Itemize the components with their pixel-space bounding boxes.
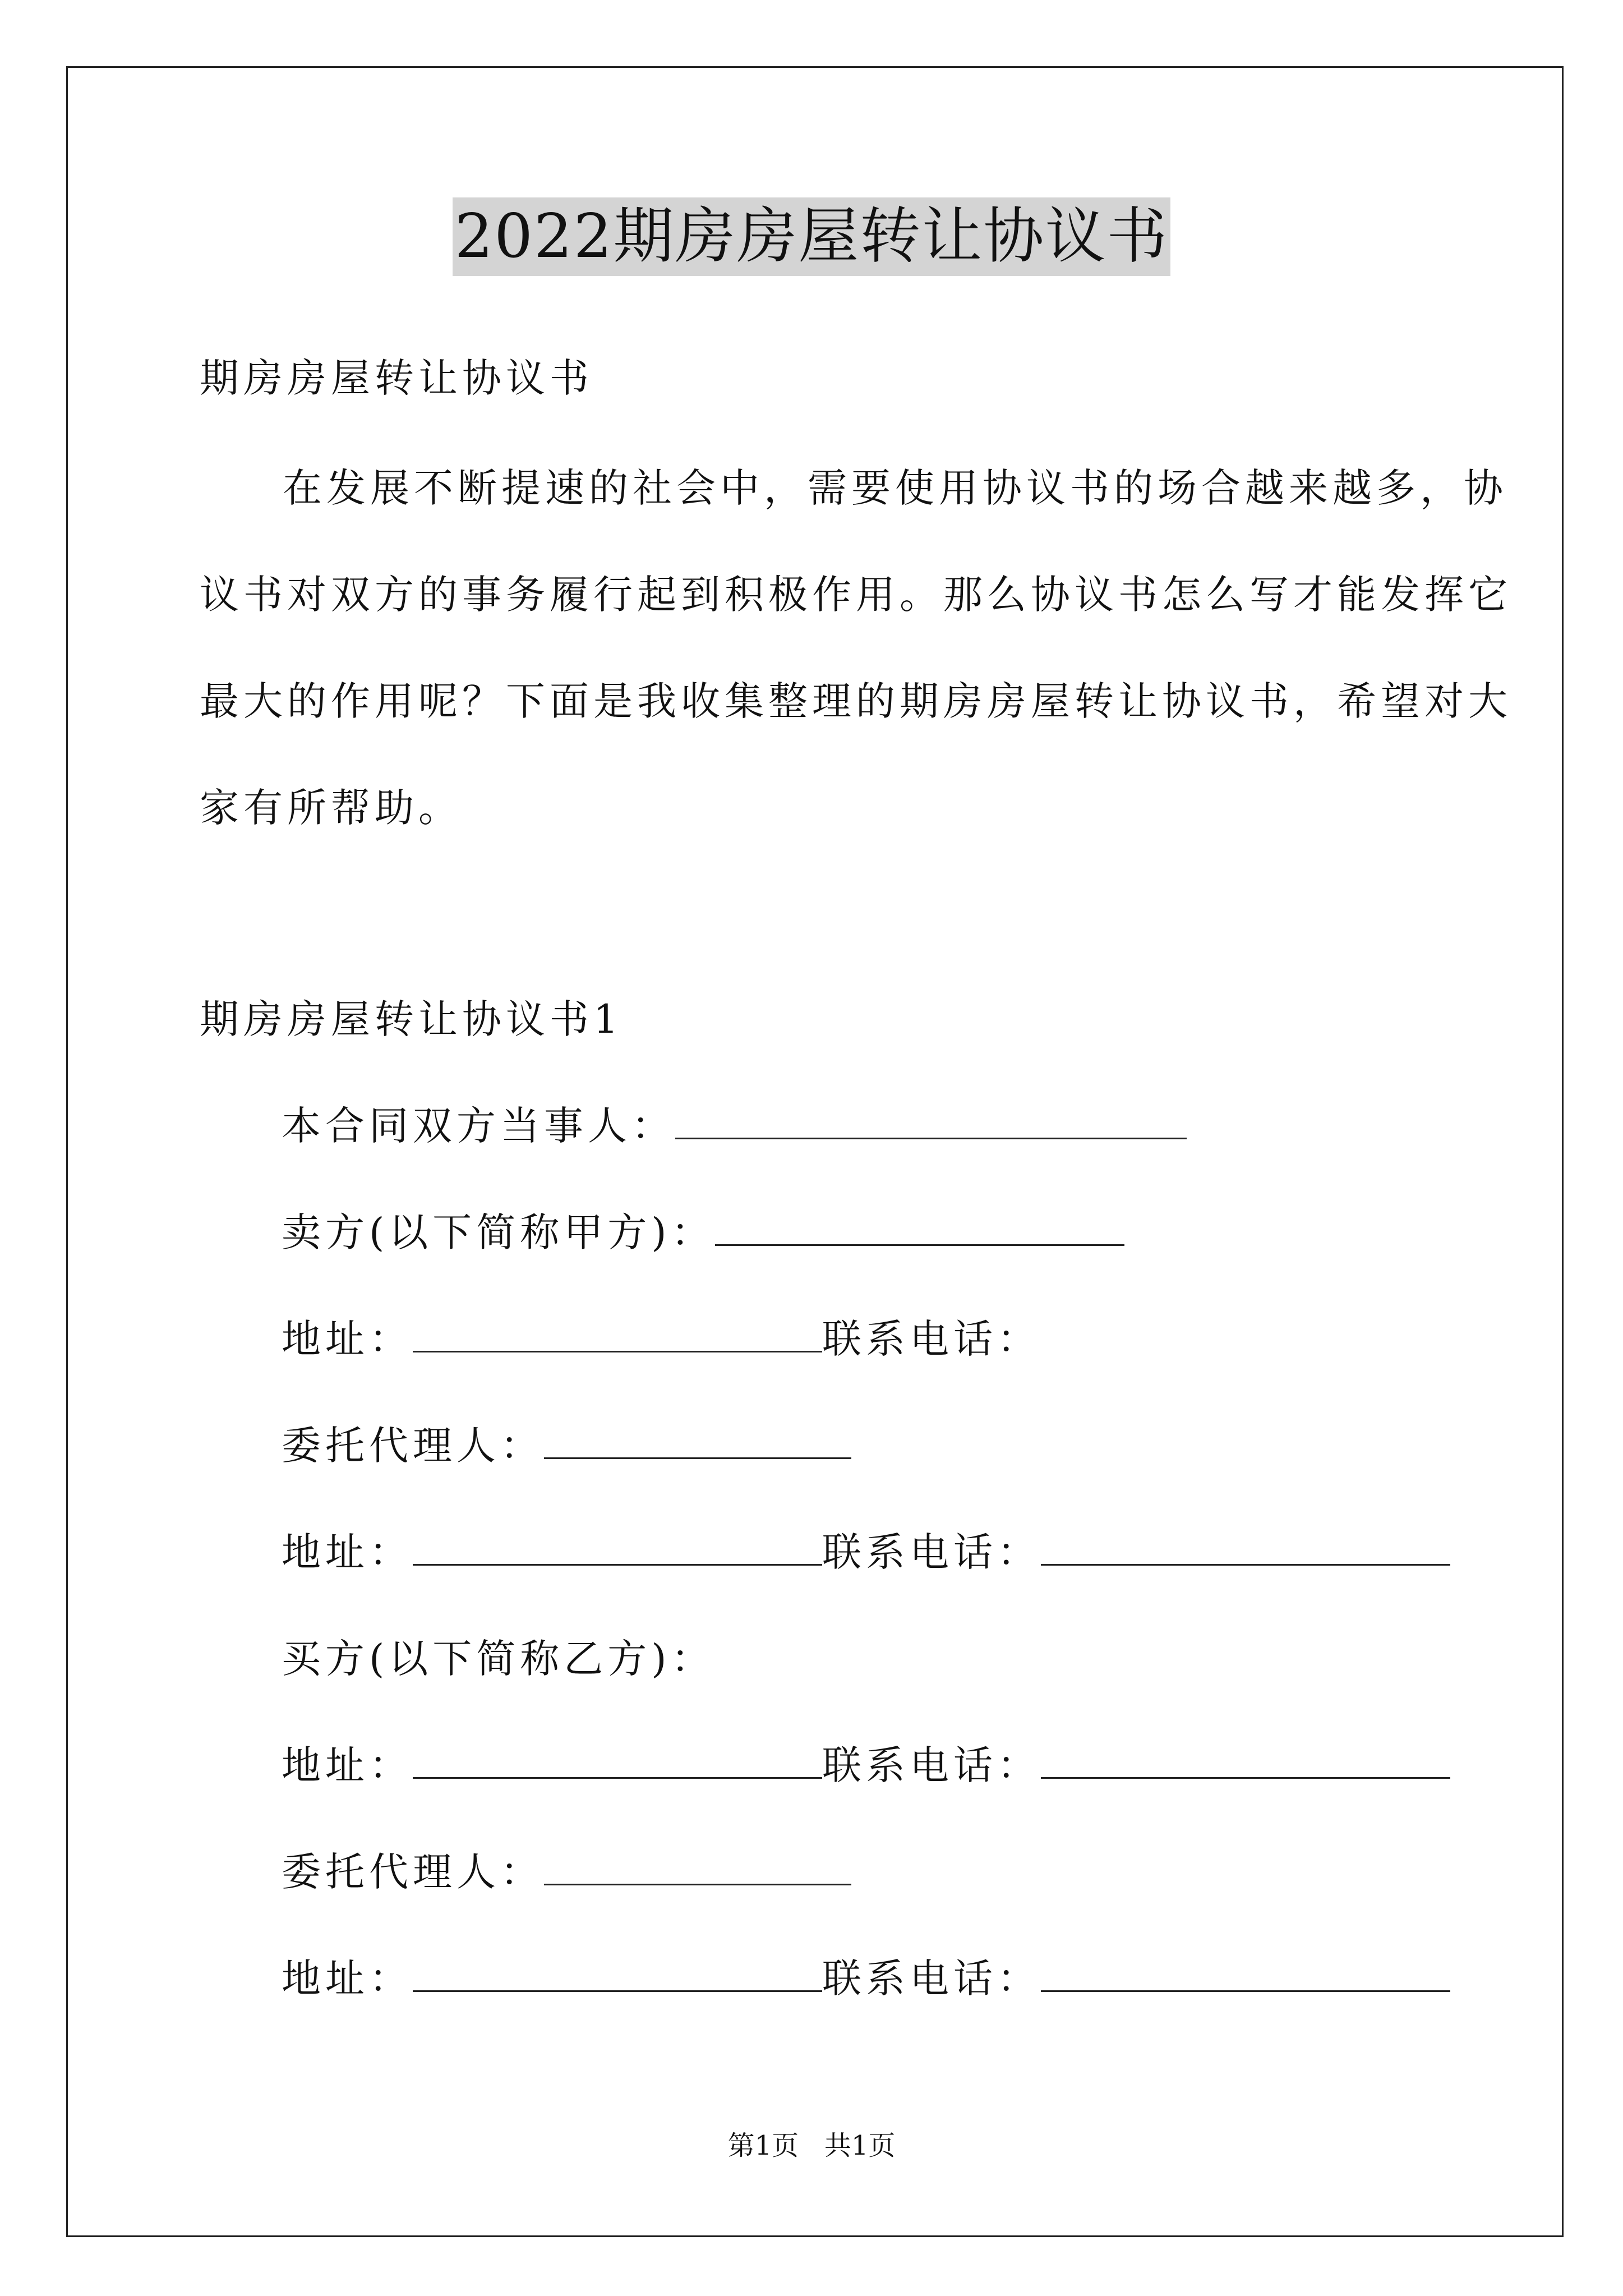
address-blank [413,1955,822,1992]
buyer-label: 买方(以下简称乙方)： [282,1636,715,1682]
phone-label: 联系电话： [822,1316,1041,1362]
address-label: 地址： [282,1742,413,1788]
phone-label: 联系电话： [822,1529,1041,1575]
agent-label: 委托代理人： [282,1849,544,1895]
address-blank [413,1742,822,1779]
address-label: 地址： [282,1529,413,1575]
document-subtitle: 期房房屋转让协议书 [200,355,593,401]
phone-blank [1041,1742,1450,1779]
address-blank [413,1316,822,1352]
intro-line: 议书对双方的事务履行起到积极作用。那么协议书怎么写才能发挥它 [200,572,1512,618]
intro-paragraph [200,435,1512,861]
address-label: 地址： [282,1955,413,2001]
seller-address-row [282,1311,1041,1367]
document-title: 2022期房房屋转让协议书 [453,197,1171,276]
page-footer: 第1页 共1页 [727,2130,896,2161]
seller-label: 卖方(以下简称甲方)： [282,1209,715,1255]
section-heading: 期房房屋转让协议书1 [200,996,623,1042]
phone-blank [1041,1955,1450,1992]
address-blank [413,1529,822,1566]
title-block [0,197,1623,276]
parties-blank [675,1103,1187,1139]
address-label: 地址： [282,1316,413,1362]
parties-row [282,1098,1187,1154]
intro-line: 在发展不断提速的社会中，需要使用协议书的场合越来越多，协 [283,465,1507,511]
seller-agent-row [282,1418,851,1474]
buyer-agent-row [282,1844,851,1900]
intro-line: 最大的作用呢？下面是我收集整理的期房房屋转让协议书，希望对大 [200,678,1512,724]
intro-line: 家有所帮助。 [200,785,462,831]
agent-label: 委托代理人： [282,1423,544,1469]
seller-row [282,1204,1124,1260]
seller-agent-address-row [282,1524,1450,1580]
phone-label: 联系电话： [822,1955,1041,2001]
buyer-agent-address-row [282,1950,1450,2007]
phone-blank [1041,1529,1450,1566]
phone-label: 联系电话： [822,1742,1041,1788]
agent-blank [544,1423,851,1459]
buyer-address-row [282,1737,1450,1793]
agent-blank [544,1849,851,1885]
parties-label: 本合同双方当事人： [282,1103,675,1149]
seller-blank [715,1209,1124,1246]
buyer-row [282,1631,715,1687]
